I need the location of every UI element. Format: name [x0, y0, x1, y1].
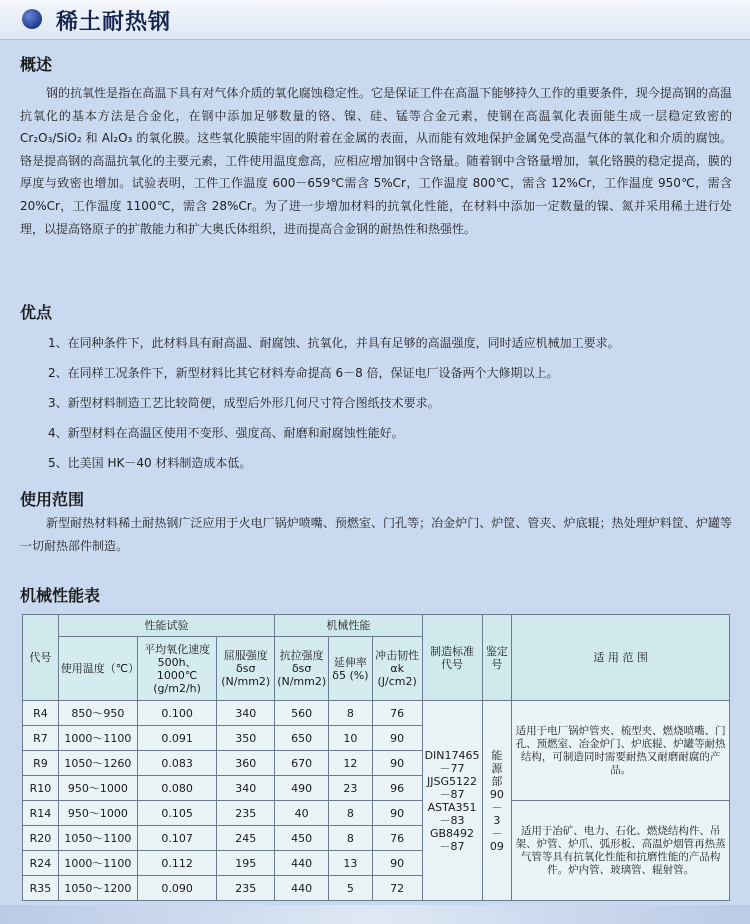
cell-elongation: 10	[329, 726, 373, 751]
cell-yield: 245	[217, 826, 275, 851]
cell-temp: 850～950	[58, 701, 137, 726]
page-title: 稀土耐热钢	[56, 10, 172, 35]
cell-temp: 1050～1260	[58, 751, 137, 776]
cell-yield: 340	[217, 776, 275, 801]
cell-elongation: 8	[329, 826, 373, 851]
cell-impact: 76	[372, 701, 422, 726]
cell-impact: 76	[372, 826, 422, 851]
cell-temp: 1000～1100	[58, 851, 137, 876]
cell-elongation: 5	[329, 876, 373, 901]
header-yield: 屈服强度 δsσ (N/mm2)	[217, 637, 275, 701]
cell-tensile: 40	[275, 801, 329, 826]
header-temp: 使用温度（℃）	[58, 637, 137, 701]
advantage-item: 3、新型材料制造工艺比较简便，成型后外形几何尺寸符合图纸技术要求。	[48, 396, 440, 410]
cell-tensile: 490	[275, 776, 329, 801]
advantage-item: 2、在同样工况条件下，新型材料比其它材料寿命提高 6－8 倍，保证电厂设备两个大修期以上。	[48, 366, 559, 380]
cell-temp: 1050～1200	[58, 876, 137, 901]
cell-elongation: 13	[329, 851, 373, 876]
header-code: 代号	[23, 615, 59, 701]
cell-impact: 90	[372, 751, 422, 776]
overview-heading: 概述	[20, 55, 53, 74]
cell-oxidation: 0.100	[137, 701, 216, 726]
header-mechanical: 机械性能	[275, 615, 422, 637]
advantage-item: 4、新型材料在高温区使用不变形、强度高、耐磨和耐腐蚀性能好。	[48, 426, 404, 440]
header-oxidation: 平均氧化速度 500h、1000℃ (g/m2/h)	[137, 637, 216, 701]
scope-heading: 使用范围	[20, 490, 85, 509]
cell-oxidation: 0.090	[137, 876, 216, 901]
header-ident: 鉴定号	[482, 615, 512, 701]
overview-text: 钢的抗氧性是指在高温下具有对气体介质的氧化腐蚀稳定性。它是保证工件在高温下能够持久工作的重要条件，现今提高钢的高温抗氧化的基本方法是合金化，在钢中添加足够数量的铬、镍、硅、锰等合金元素，使钢在高温氧化表面能生成一层稳定致密的 Cr₂O₃/SiO₂ 和 Al₂O₃ 的氧化膜。这些氧化膜能牢固的附着在金属的表面，从而能有效地保护金属免受高温气体的氧化和介质的腐蚀。铬是提高钢的高温抗氧化的主要元素，工件使用温度愈高，应相应增加钢中含铬量。随着钢中含铬量增加，氧化铬膜的稳定提高，膜的厚度与致密也增加。试验表明，工件工作温度 600－659℃需含 5%Cr，工作温度 800℃，需含 12%Cr，工作温度 950℃，需含 20%Cr，工作温度 1100℃，需含 28%Cr。为了进一步增加材料的抗氧化性能，在材料中添加一定数量的镍、氮并采用稀土进行处理，以提高铬原子的扩散能力和扩大奥氏体组织，进而提高合金钢的耐热性和热强性。	[20, 86, 732, 236]
cell-elongation: 12	[329, 751, 373, 776]
header-performance-test: 性能试验	[58, 615, 274, 637]
cell-code: R24	[23, 851, 59, 876]
table-heading: 机械性能表	[20, 586, 101, 605]
cell-code: R9	[23, 751, 59, 776]
header-standard: 制造标准代号	[422, 615, 482, 701]
table-row	[23, 801, 730, 826]
cell-yield: 350	[217, 726, 275, 751]
cell-oxidation: 0.105	[137, 801, 216, 826]
cell-oxidation: 0.080	[137, 776, 216, 801]
cell-oxidation: 0.107	[137, 826, 216, 851]
cell-tensile: 440	[275, 876, 329, 901]
cell-yield: 195	[217, 851, 275, 876]
header-impact: 冲击韧性 αk (J/cm2)	[372, 637, 422, 701]
cell-tensile: 670	[275, 751, 329, 776]
cell-elongation: 8	[329, 701, 373, 726]
cell-elongation: 23	[329, 776, 373, 801]
cell-impact: 90	[372, 851, 422, 876]
cell-temp: 1000～1100	[58, 726, 137, 751]
cell-code: R35	[23, 876, 59, 901]
table-row	[23, 701, 730, 726]
cell-temp: 1050～1100	[58, 826, 137, 851]
cell-yield: 360	[217, 751, 275, 776]
advantage-item: 1、在同种条件下，此材料具有耐高温、耐腐蚀、抗氧化，并具有足够的高温强度，同时适应机械加工要求。	[48, 336, 620, 350]
header-tensile: 抗拉强度 δsσ (N/mm2)	[275, 637, 329, 701]
cell-yield: 340	[217, 701, 275, 726]
cell-yield: 235	[217, 801, 275, 826]
bullet-icon	[22, 9, 42, 29]
cell-code: R14	[23, 801, 59, 826]
cell-impact: 96	[372, 776, 422, 801]
cell-temp: 950～1000	[58, 801, 137, 826]
mechanical-properties-table	[22, 614, 730, 901]
scope-text: 新型耐热材料稀土耐热钢广泛应用于火电厂锅炉喷嘴、预燃室、门孔等；冶金炉门、炉筐、管夹、炉底辊；热处理炉料筐、炉罐等一切耐热部件制造。	[20, 516, 732, 553]
cell-code: R10	[23, 776, 59, 801]
cell-oxidation: 0.091	[137, 726, 216, 751]
cell-code: R7	[23, 726, 59, 751]
cell-oxidation: 0.083	[137, 751, 216, 776]
cell-oxidation: 0.112	[137, 851, 216, 876]
cell-elongation: 8	[329, 801, 373, 826]
cell-code: R20	[23, 826, 59, 851]
bottom-decoration	[0, 905, 750, 924]
cell-tensile: 650	[275, 726, 329, 751]
cell-impact: 90	[372, 726, 422, 751]
header-elongation: 延伸率 δ5 (%)	[329, 637, 373, 701]
cell-tensile: 560	[275, 701, 329, 726]
cell-tensile: 440	[275, 851, 329, 876]
cell-scope-b: 适用于冶矿、电力、石化、燃烧结构件、吊架、炉管、炉爪、弧形板、高温炉烟管再热蒸气管等具有抗氧化性能和抗磨性能的产品构件。炉内管、玻璃管、辊射管。	[512, 801, 730, 901]
cell-ident: 能 源 部 90 － 3 － 09	[482, 701, 512, 901]
advantage-item: 5、比美国 HK－40 材料制造成本低。	[48, 456, 252, 470]
cell-code: R4	[23, 701, 59, 726]
cell-tensile: 450	[275, 826, 329, 851]
cell-temp: 950～1000	[58, 776, 137, 801]
cell-impact: 72	[372, 876, 422, 901]
cell-impact: 90	[372, 801, 422, 826]
cell-yield: 235	[217, 876, 275, 901]
cell-scope-a: 适用于电厂锅炉管夹、梳型夹、燃烧喷嘴、门孔、预燃室、冶金炉门、炉底辊、炉罐等耐热结构，可制造同时需要耐热又耐磨耐腐的产品。	[512, 701, 730, 801]
cell-standard: DIN17465 －77 JJSG5122 －87 ASTA351 －83 GB8492 －87	[422, 701, 482, 901]
header-scope: 适 用 范 围	[512, 615, 730, 701]
advantages-heading: 优点	[20, 303, 53, 322]
title-bar	[0, 0, 750, 40]
